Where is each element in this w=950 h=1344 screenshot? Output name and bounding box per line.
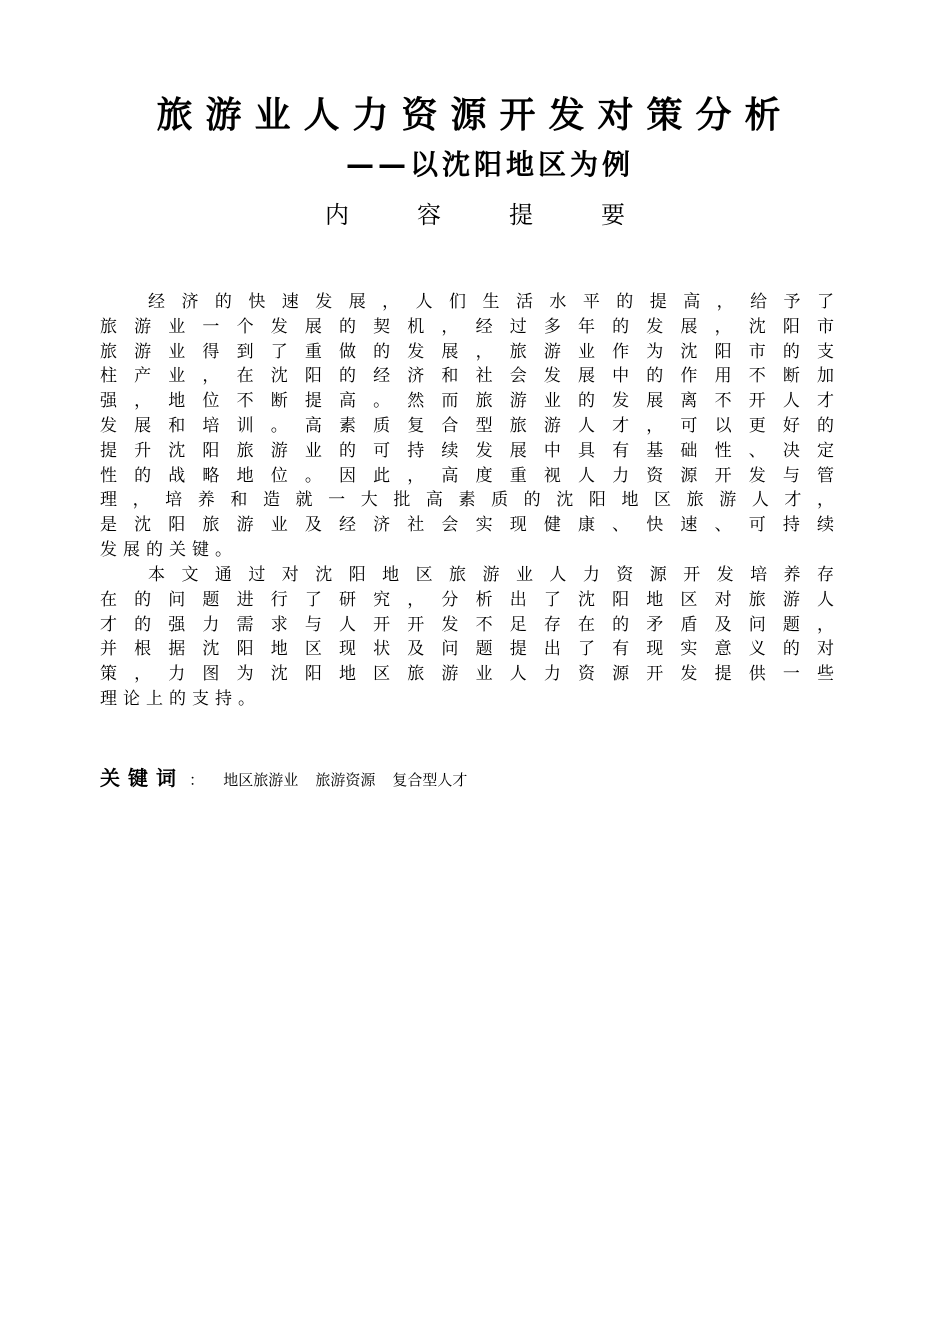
paragraph-line: 策，力图为沈阳地区旅游业人力资源开发提供一些 <box>100 664 840 685</box>
abstract-paragraph-1 <box>100 290 840 563</box>
keywords-label: 关键词 <box>100 766 184 790</box>
paragraph-line: 才的强力需求与人开开发不足存在的矛盾及问题， <box>100 614 840 635</box>
document-title: 旅游业人力资源开发对策分析 <box>156 95 794 136</box>
paragraph-line: 发展的关键。 <box>100 539 238 560</box>
paragraph-line: 柱产业，在沈阳的经济和社会发展中的作用不断加 <box>100 366 840 387</box>
document-subtitle: ——以沈阳地区为例 <box>345 148 634 181</box>
paragraph-line: 旅游业得到了重做的发展，旅游业作为沈阳市的支 <box>100 341 840 362</box>
abstract-paragraph-2 <box>100 563 840 712</box>
paragraph-line: 是沈阳旅游业及经济社会实现健康、快速、可持续 <box>100 515 840 536</box>
paragraph-line: 提升沈阳旅游业的可持续发展中具有基础性、决定 <box>100 440 840 461</box>
paragraph-line: 旅游业一个发展的契机，经过多年的发展，沈阳市 <box>100 316 840 337</box>
keyword-item: 复合型人才 <box>392 771 468 789</box>
paragraph-line: 在的问题进行了研究，分析出了沈阳地区对旅游人 <box>100 589 840 610</box>
paragraph-line: 本文通过对沈阳地区旅游业人力资源开发培养存 <box>148 565 840 585</box>
paragraph-line: 并根据沈阳地区现状及问题提出了有现实意义的对 <box>100 639 840 660</box>
paragraph-line: 发展和培训。高素质复合型旅游人才，可以更好的 <box>100 415 840 436</box>
paragraph-line: 性的战略地位。因此，高度重视人力资源开发与管 <box>100 465 840 486</box>
paragraph-line: 强，地位不断提高。然而旅游业的发展离不开人才 <box>100 391 840 412</box>
keywords-row <box>100 762 800 791</box>
abstract-heading: 内容提要 <box>325 201 693 229</box>
paragraph-line: 经济的快速发展，人们生活水平的提高，给予了 <box>148 292 840 312</box>
keyword-item: 旅游资源 <box>315 771 376 789</box>
paragraph-line: 理论上的支持。 <box>100 688 261 709</box>
keyword-item: 地区旅游业 <box>223 771 299 789</box>
keywords-colon: ： <box>189 771 205 789</box>
paragraph-line: 理，培养和造就一大批高素质的沈阳地区旅游人才， <box>100 490 840 511</box>
